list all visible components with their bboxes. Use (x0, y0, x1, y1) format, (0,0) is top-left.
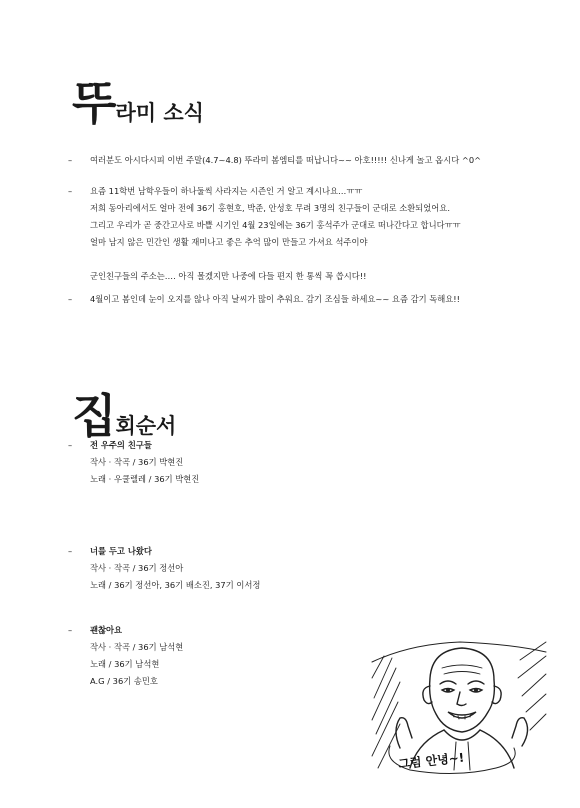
bullet-dash: – (68, 625, 73, 635)
song-credit: A.G / 36기 송민호 (90, 676, 158, 686)
news-line: 4월이고 봄인데 눈이 오지를 않나 아직 날씨가 많이 추워요. 감기 조심들 하세요~~ 요즘 감기 독해요!! (90, 294, 460, 304)
song-title: 괜찮아요 (90, 625, 123, 635)
bullet-dash: – (68, 440, 73, 450)
song-credit: 작사 · 작곡 / 36기 남석현 (90, 642, 184, 652)
section-heading-news (72, 76, 204, 130)
bullet-dash: – (68, 546, 73, 556)
bullet-dash: – (68, 294, 73, 304)
news-line: 얼마 남지 않은 민간인 생활 재미나고 좋은 추억 많이 만들고 가셔요 석주이야 (90, 237, 368, 247)
song-title: 너를 두고 나왔다 (90, 546, 152, 556)
cartoon-illustration (370, 638, 548, 778)
bullet-dash: – (68, 186, 73, 196)
section-heading-program (72, 389, 177, 443)
song-credit: 작사 · 작곡 / 36기 박현진 (90, 457, 184, 467)
news-line: 저희 동아리에서도 얼마 전에 36기 홍현호, 박준, 안성호 무려 3명의 친구들이 군대로 소환되었어요. (90, 203, 450, 213)
heading-text: 회순서 (115, 414, 177, 438)
heading-text: 라미 소식 (115, 101, 204, 125)
heading-big-char: 집 (72, 389, 115, 443)
song-title: 전 우주의 친구들 (90, 440, 152, 450)
bullet-dash: – (68, 155, 73, 165)
heading-big-char: 뚜 (72, 76, 115, 130)
song-credit: 작사 · 작곡 / 36기 정선아 (90, 563, 184, 573)
song-credit: 노래 / 36기 남석현 (90, 659, 160, 669)
news-line: 여러분도 아시다시피 이번 주말(4.7~4.8) 뚜라미 봄엠티를 떠납니다~~ 아호!!!!! 신나게 놀고 옵시다 ^0^ (90, 155, 482, 165)
news-line: 군인친구들의 주소는…. 아직 몰겠지만 나중에 다들 편지 한 통씩 꼭 씁시다!! (90, 271, 367, 281)
news-line: 그리고 우리가 곧 중간고사로 바쁠 시기인 4월 23일에는 36기 홍석주가 군대로 떠나간다고 합니다ㅠㅠ (90, 220, 461, 230)
song-credit: 노래 · 우쿨렐레 / 36기 박현진 (90, 474, 200, 484)
news-line: 요즘 11학번 남학우들이 하나둘씩 사라지는 시즌인 거 알고 계시나요…ㅠㅠ (90, 186, 363, 196)
cartoon-caption: 그럼 안녕~! (397, 750, 465, 772)
song-credit: 노래 / 36기 정선아, 36기 배소진, 37기 이서정 (90, 580, 261, 590)
